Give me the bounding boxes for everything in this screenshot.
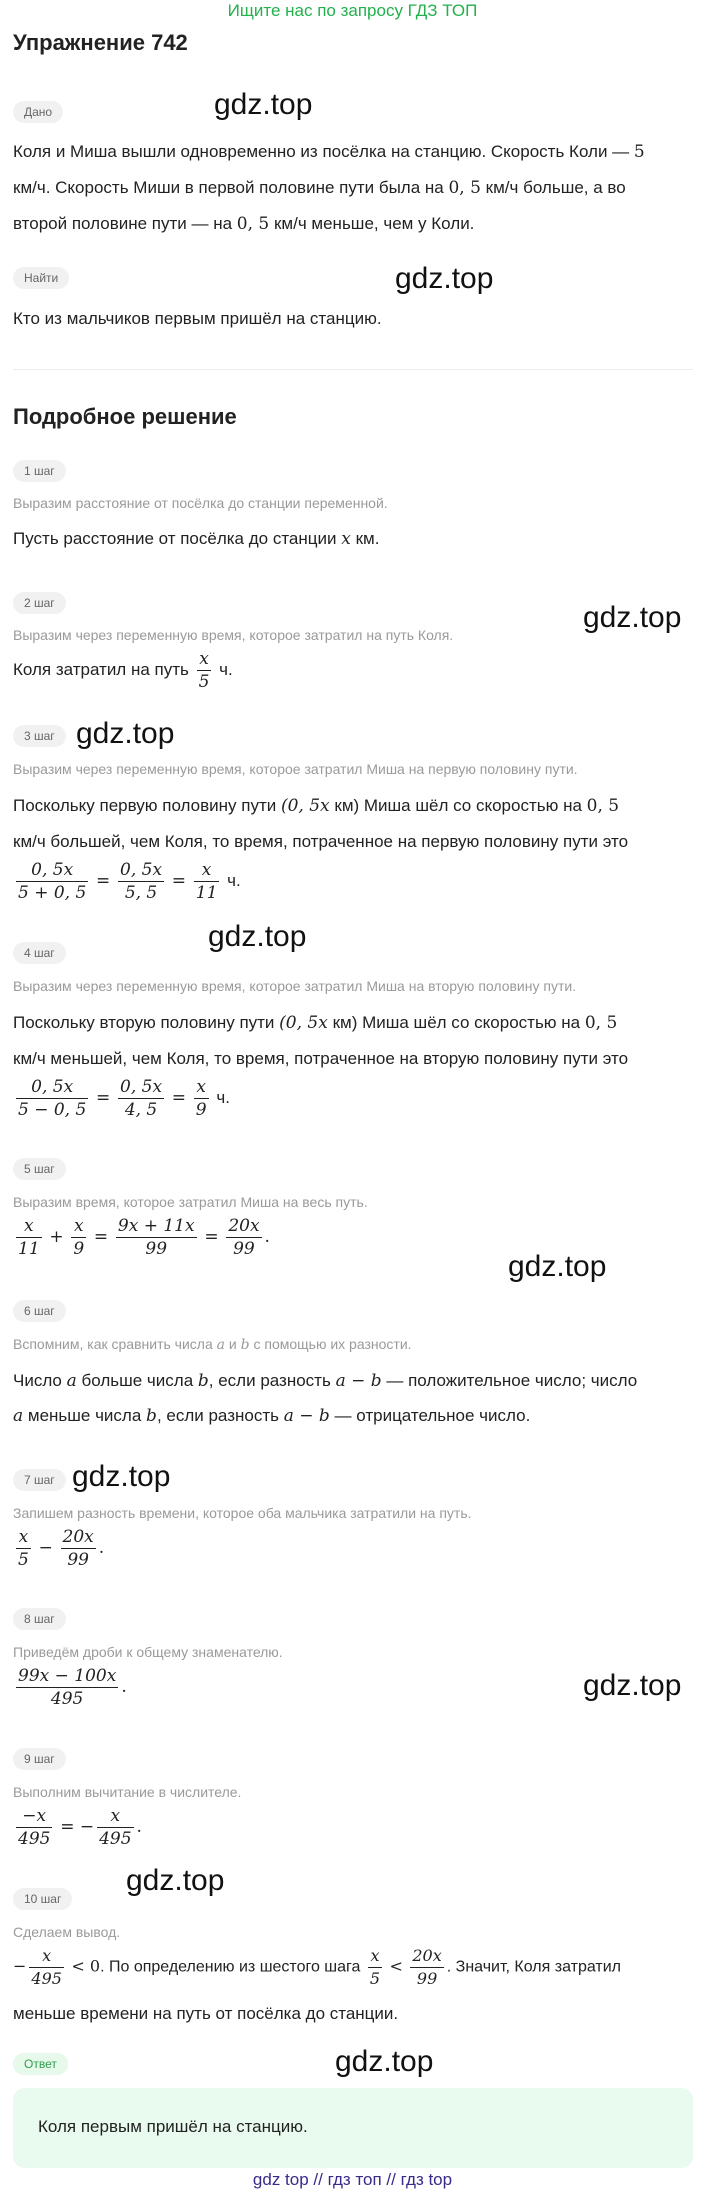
watermark: gdz.top	[76, 717, 175, 750]
given-badge: Дано	[13, 101, 63, 123]
fraction: $\frac{x}{11}$	[195, 860, 218, 903]
watermark: gdz.top	[583, 601, 682, 634]
watermark: gdz.top	[126, 1864, 225, 1897]
page-title: Упражнение 742	[13, 30, 188, 55]
watermark: gdz.top	[208, 920, 307, 953]
step-formula: $\frac{x}{5}$ − $\frac{20x}{99}$ .	[18, 1527, 105, 1570]
step-text: Поскольку первую половину пути (0, 5x км) Миша шёл со скоростью на 0, 5	[13, 796, 620, 816]
step-text: км/ч большей, чем Коля, то время, потраченное на первую половину пути это	[13, 832, 629, 851]
step-badge: 1 шаг	[13, 460, 66, 482]
fraction: $\frac{20x}{99}$	[228, 1216, 260, 1259]
answer-text: Коля первым пришёл на станцию.	[38, 2117, 308, 2136]
answer-badge: Ответ	[13, 2053, 68, 2075]
step-hint: Приведём дроби к общему знаменателю.	[13, 1644, 283, 1660]
fraction: $\frac{9x + 11x}{99}$	[117, 1216, 195, 1259]
given-line-2: км/ч. Скорость Миши в первой половине пути была на 0, 5 км/ч больше, а во	[13, 178, 626, 198]
fraction: $\frac{0, 5x}{5 + 0, 5}$	[18, 860, 87, 903]
step-formula: $\frac{99x - 100x}{495}$ .	[18, 1666, 127, 1709]
step-hint: Выполним вычитание в числителе.	[13, 1784, 242, 1800]
step-badge: 5 шаг	[13, 1158, 66, 1180]
step-hint: Выразим время, которое затратил Миша на весь путь.	[13, 1194, 368, 1210]
watermark: gdz.top	[214, 88, 313, 121]
step-text: a меньше числа b, если разность a − b — отрицательное число.	[13, 1406, 531, 1426]
fraction: $\frac{0, 5x}{4, 5}$	[120, 1077, 163, 1120]
solution-title: Подробное решение	[13, 404, 237, 429]
fraction: $\frac{0, 5x}{5, 5}$	[120, 860, 163, 903]
step-badge: 2 шаг	[13, 592, 66, 614]
fraction: $\frac{x}{495}$	[31, 1946, 62, 1988]
step-badge: 8 шаг	[13, 1608, 66, 1630]
divider	[13, 369, 693, 370]
watermark: gdz.top	[583, 1669, 682, 1702]
step-formula: $\frac{-x}{495}$ = − $\frac{x}{495}$ .	[18, 1806, 142, 1849]
fraction: $\frac{99x - 100x}{495}$	[18, 1666, 117, 1709]
answer-box	[13, 2088, 693, 2168]
step-hint: Вспомним, как сравнить числа a и b с помощью их разности.	[13, 1336, 412, 1353]
step-formula: $\frac{0, 5x}{5 - 0, 5}$ = $\frac{0, 5x}{4, 5}$ = $\frac{x}{9}$ ч.	[18, 1077, 230, 1120]
step-badge: 4 шаг	[13, 942, 66, 964]
step-hint: Запишем разность времени, которое оба мальчика затратили на путь.	[13, 1505, 472, 1521]
fraction: $\frac{x}{9}$	[73, 1216, 85, 1259]
step-text: Число a больше числа b, если разность a − b — положительное число; число	[13, 1371, 638, 1391]
fraction: $\frac{x}{5}$	[198, 649, 210, 692]
watermark: gdz.top	[335, 2045, 434, 2078]
step-text: км/ч меньшей, чем Коля, то время, потраченное на вторую половину пути это	[13, 1049, 629, 1068]
fraction: $\frac{x}{9}$	[195, 1077, 207, 1120]
step-formula: Коля затратил на путь $\frac{x}{5}$ ч.	[13, 649, 233, 692]
watermark: gdz.top	[508, 1250, 607, 1283]
step-hint: Выразим через переменную время, которое затратил Миша на первую половину пути.	[13, 761, 578, 777]
footer-links[interactable]: gdz top // гдз топ // гдз top	[252, 2170, 453, 2189]
step-badge: 10 шаг	[13, 1888, 72, 1910]
fraction: $\frac{x}{11}$	[18, 1216, 40, 1259]
step-hint: Выразим расстояние от посёлка до станции переменной.	[13, 495, 388, 511]
step-hint: Выразим через переменную время, которое затратил на путь Коля.	[13, 627, 454, 643]
step-text: меньше времени на путь от посёлка до станции.	[13, 2004, 399, 2023]
fraction: $\frac{-x}{495}$	[18, 1806, 51, 1849]
search-banner[interactable]: Ищите нас по запросу ГДЗ ТОП	[227, 1, 478, 20]
watermark: gdz.top	[395, 262, 494, 295]
step-formula: − $\frac{x}{495}$ < 0. По определению из шестого шага $\frac{x}{5}$ < $\frac{20x}{99}$ . Значит, Коля затратил	[13, 1946, 621, 1988]
step-hint: Сделаем вывод.	[13, 1924, 121, 1940]
fraction: $\frac{20x}{99}$	[62, 1527, 94, 1570]
step-badge: 6 шаг	[13, 1300, 66, 1322]
step-badge: 7 шаг	[13, 1469, 66, 1491]
watermark: gdz.top	[72, 1460, 171, 1493]
step-hint: Выразим через переменную время, которое затратил Миша на вторую половину пути.	[13, 978, 577, 994]
step-formula: $\frac{0, 5x}{5 + 0, 5}$ = $\frac{0, 5x}{5, 5}$ = $\frac{x}{11}$ ч.	[18, 860, 241, 903]
fraction: $\frac{x}{5}$	[369, 1946, 381, 1988]
fraction: $\frac{x}{5}$	[18, 1527, 29, 1570]
step-text: Пусть расстояние от посёлка до станции x км.	[13, 529, 380, 549]
find-badge: Найти	[13, 267, 69, 289]
step-formula: $\frac{x}{11}$ + $\frac{x}{9}$ = $\frac{9x + 11x}{99}$ = $\frac{20x}{99}$ .	[18, 1216, 270, 1259]
fraction: $\frac{20x}{99}$	[412, 1946, 442, 1988]
step-badge: 9 шаг	[13, 1748, 66, 1770]
step-text: Поскольку вторую половину пути (0, 5x км) Миша шёл со скоростью на 0, 5	[13, 1013, 618, 1033]
step-badge: 3 шаг	[13, 725, 66, 747]
fraction: $\frac{x}{495}$	[99, 1806, 132, 1849]
given-line-1: Коля и Миша вышли одновременно из посёлка на станцию. Скорость Коли — 5	[13, 142, 645, 162]
fraction: $\frac{0, 5x}{5 - 0, 5}$	[18, 1077, 87, 1120]
find-text: Кто из мальчиков первым пришёл на станцию.	[13, 309, 382, 328]
given-line-3: второй половине пути — на 0, 5 км/ч меньше, чем у Коли.	[13, 214, 475, 234]
